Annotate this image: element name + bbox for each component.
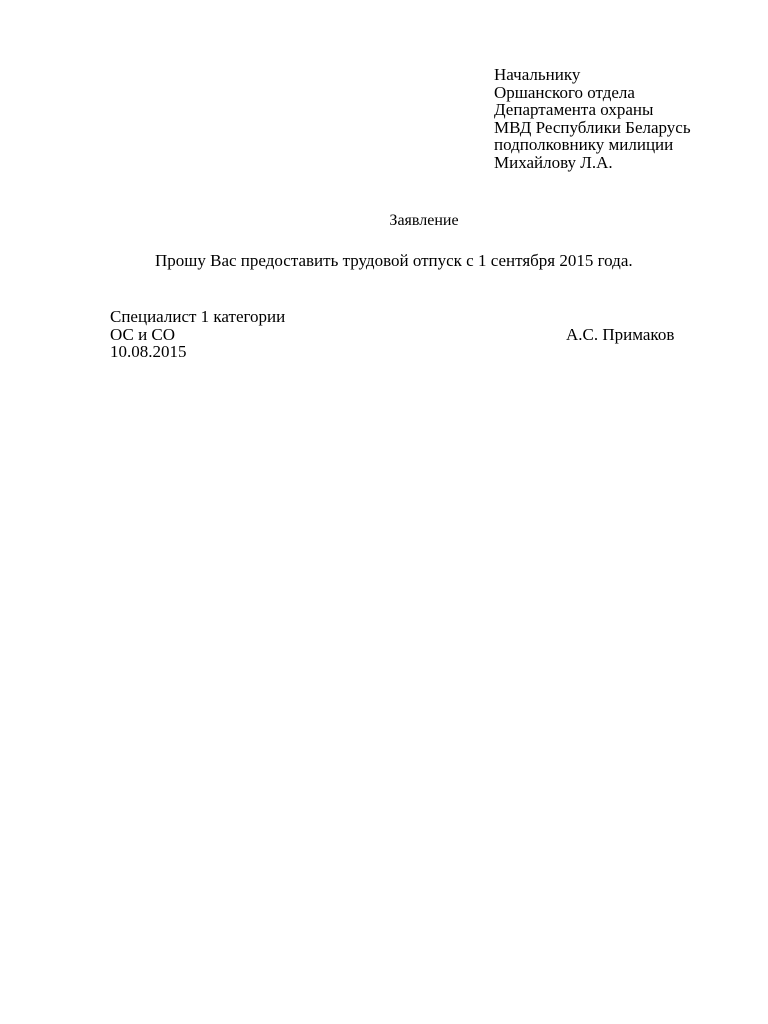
addressee-block bbox=[494, 66, 691, 171]
document-date: 10.08.2015 bbox=[110, 342, 187, 361]
signature-block bbox=[110, 308, 285, 361]
addressee-line: Начальнику bbox=[494, 65, 581, 84]
signer-position-line: Специалист 1 категории bbox=[110, 307, 286, 326]
addressee-line: подполковнику милиции bbox=[494, 135, 674, 154]
addressee-line: Оршанского отдела bbox=[494, 82, 635, 102]
addressee-line: Департамента охраны bbox=[494, 100, 654, 119]
signer-position-line: ОС и СО bbox=[110, 324, 176, 344]
document-body: Прошу Вас предоставить трудовой отпуск с 1 сентября 2015 года. bbox=[155, 251, 633, 270]
addressee-line: Михайлову Л.А. bbox=[494, 152, 613, 172]
document-title: Заявление bbox=[389, 212, 459, 229]
signer-name: А.С. Примаков bbox=[566, 325, 675, 344]
addressee-line: МВД Республики Беларусь bbox=[494, 117, 691, 137]
